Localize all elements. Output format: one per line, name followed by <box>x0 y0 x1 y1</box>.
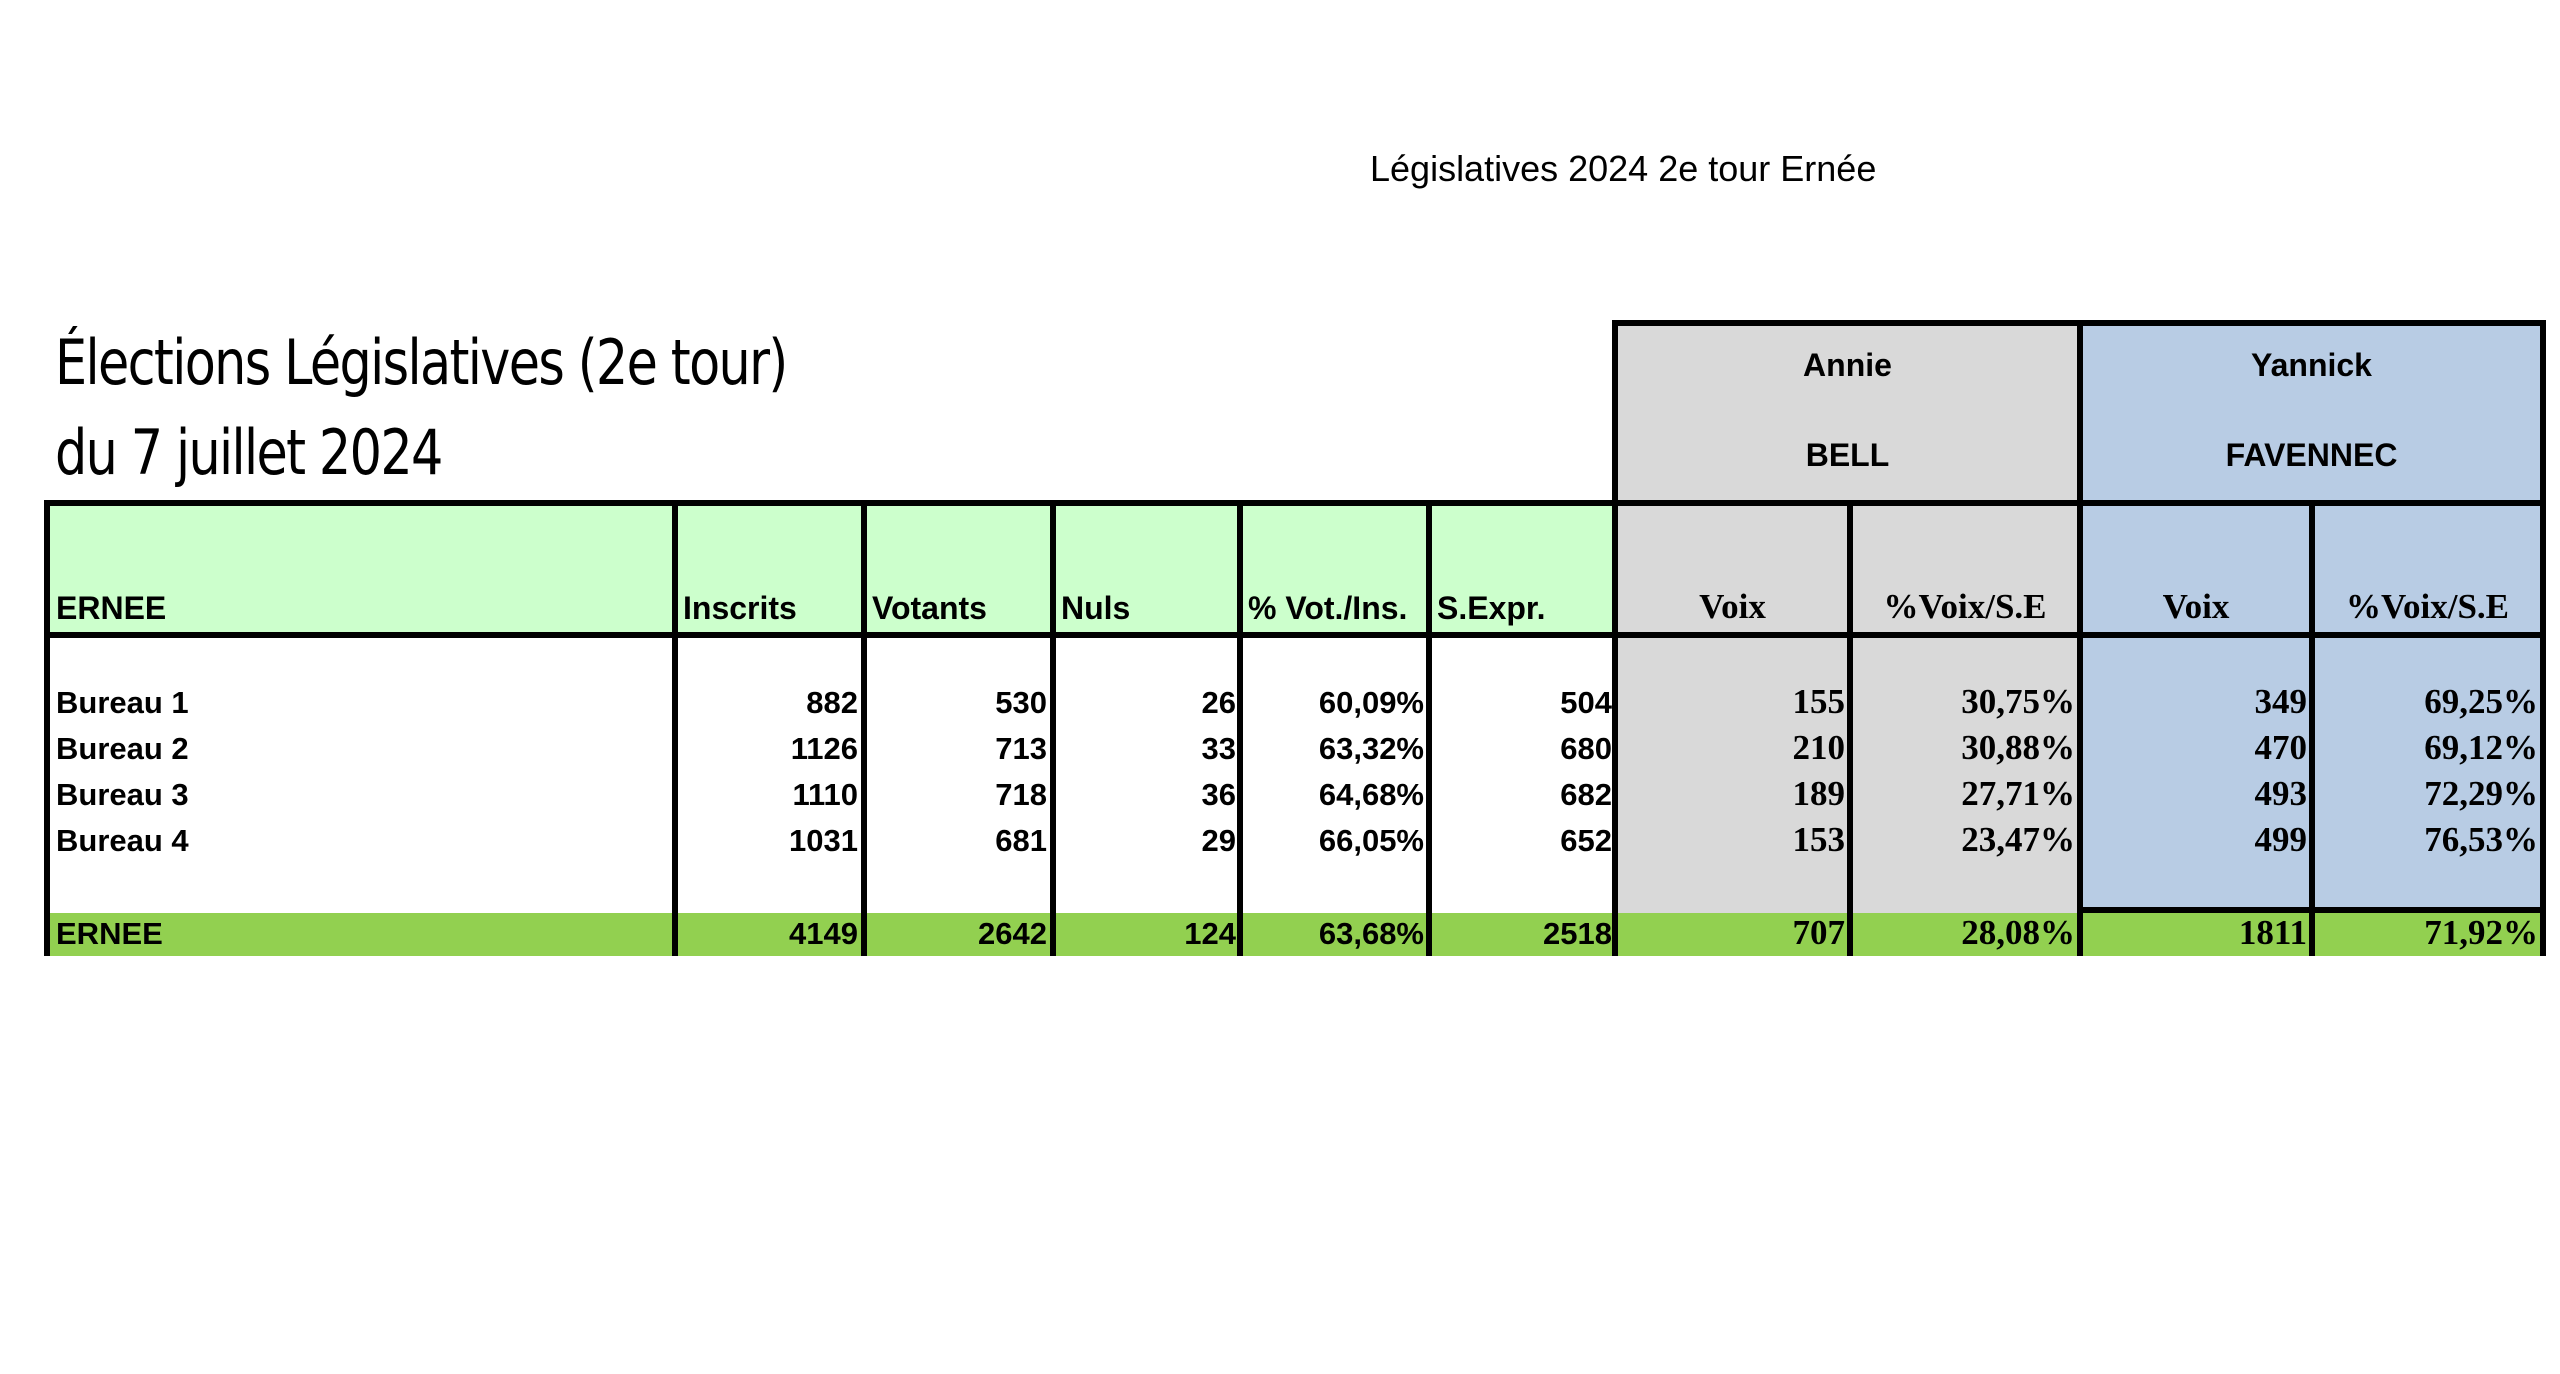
total-sexpr: 2518 <box>1543 916 1612 951</box>
header-sexpr: S.Expr. <box>1437 590 1546 626</box>
grid-line <box>2309 500 2315 956</box>
header-nuls: Nuls <box>1061 590 1131 626</box>
row-pct-bell: 27,71% <box>1961 774 2075 813</box>
grid-line <box>44 632 2546 638</box>
title-line-2: du 7 juillet 2024 <box>55 416 442 489</box>
grid-line <box>1426 500 1432 956</box>
total-name: ERNEE <box>56 916 163 951</box>
row-inscrits: 1110 <box>792 777 858 812</box>
total-inscrits: 4149 <box>789 916 858 951</box>
row-sexpr: 682 <box>1560 777 1612 812</box>
row-votants: 718 <box>995 777 1047 812</box>
row-pct-vot: 66,05% <box>1318 823 1424 858</box>
row-nuls: 26 <box>1201 685 1236 720</box>
header-commune: ERNEE <box>56 590 167 626</box>
row-pct-favennec: 76,53% <box>2424 820 2538 859</box>
row-pct-vot: 63,32% <box>1318 731 1424 766</box>
total-voix-bell: 707 <box>1792 913 1845 952</box>
row-voix-bell: 189 <box>1792 774 1845 813</box>
row-nuls: 33 <box>1201 731 1236 766</box>
grid-line <box>672 500 678 956</box>
page-title <box>55 318 787 498</box>
row-voix-bell: 155 <box>1792 682 1845 721</box>
row-pct-vot: 64,68% <box>1318 777 1424 812</box>
grid-line <box>861 500 867 956</box>
row-sexpr: 680 <box>1560 731 1612 766</box>
total-pct-favennec: 71,92% <box>2424 913 2538 952</box>
grid-line <box>1237 500 1243 956</box>
total-voix-favennec: 1811 <box>2238 913 2307 952</box>
grid-line <box>1612 320 1618 956</box>
row-nuls: 36 <box>1201 777 1236 812</box>
header-pct-vot: % Vot./Ins. <box>1248 590 1408 626</box>
row-name: Bureau 3 <box>56 777 189 812</box>
header-votants: Votants <box>872 590 987 626</box>
row-pct-vot: 60,09% <box>1318 685 1424 720</box>
row-votants: 681 <box>995 823 1047 858</box>
document-title: Législatives 2024 2e tour Ernée <box>1370 148 1877 189</box>
header-pct-bell: %Voix/S.E <box>1883 587 2047 626</box>
grid-line <box>2540 320 2546 956</box>
row-voix-favennec: 470 <box>2254 728 2307 767</box>
row-sexpr: 652 <box>1560 823 1612 858</box>
total-nuls: 124 <box>1184 916 1236 951</box>
row-name: Bureau 4 <box>56 823 189 858</box>
header-inscrits: Inscrits <box>683 590 797 626</box>
row-pct-bell: 23,47% <box>1961 820 2075 859</box>
candidate-bell-last: BELL <box>1805 437 1890 473</box>
candidate-favennec-first: Yannick <box>2251 347 2372 383</box>
grid-line <box>1847 500 1853 956</box>
row-pct-favennec: 72,29% <box>2424 774 2538 813</box>
total-pct-vot: 63,68% <box>1318 916 1424 951</box>
row-name: Bureau 2 <box>56 731 189 766</box>
row-voix-bell: 210 <box>1792 728 1845 767</box>
row-inscrits: 1031 <box>789 823 858 858</box>
row-pct-favennec: 69,25% <box>2424 682 2538 721</box>
row-pct-bell: 30,75% <box>1961 682 2075 721</box>
grid-line <box>44 500 50 956</box>
header-voix-bell: Voix <box>1699 587 1766 626</box>
header-pct-favennec: %Voix/S.E <box>2345 587 2510 626</box>
row-inscrits: 1126 <box>790 731 858 766</box>
row-name: Bureau 1 <box>56 685 189 720</box>
row-voix-favennec: 493 <box>2254 774 2307 813</box>
row-pct-favennec: 69,12% <box>2424 728 2538 767</box>
row-voix-favennec: 349 <box>2254 682 2307 721</box>
candidate-favennec-last: FAVENNEC <box>2225 437 2398 473</box>
grid-line <box>1050 500 1056 956</box>
row-voix-favennec: 499 <box>2254 820 2307 859</box>
grid-line <box>2077 320 2083 956</box>
row-nuls: 29 <box>1201 823 1236 858</box>
row-sexpr: 504 <box>1560 685 1612 720</box>
row-votants: 713 <box>995 731 1047 766</box>
header-voix-favennec: Voix <box>2162 587 2230 626</box>
title-line-1: Élections Législatives (2e tour) <box>55 326 787 399</box>
row-pct-bell: 30,88% <box>1961 728 2075 767</box>
row-votants: 530 <box>995 685 1047 720</box>
grid-line <box>44 500 2546 506</box>
total-pct-bell: 28,08% <box>1961 913 2075 952</box>
row-inscrits: 882 <box>806 685 858 720</box>
total-votants: 2642 <box>978 916 1047 951</box>
candidate-bell-first: Annie <box>1803 347 1892 383</box>
row-voix-bell: 153 <box>1792 820 1845 859</box>
